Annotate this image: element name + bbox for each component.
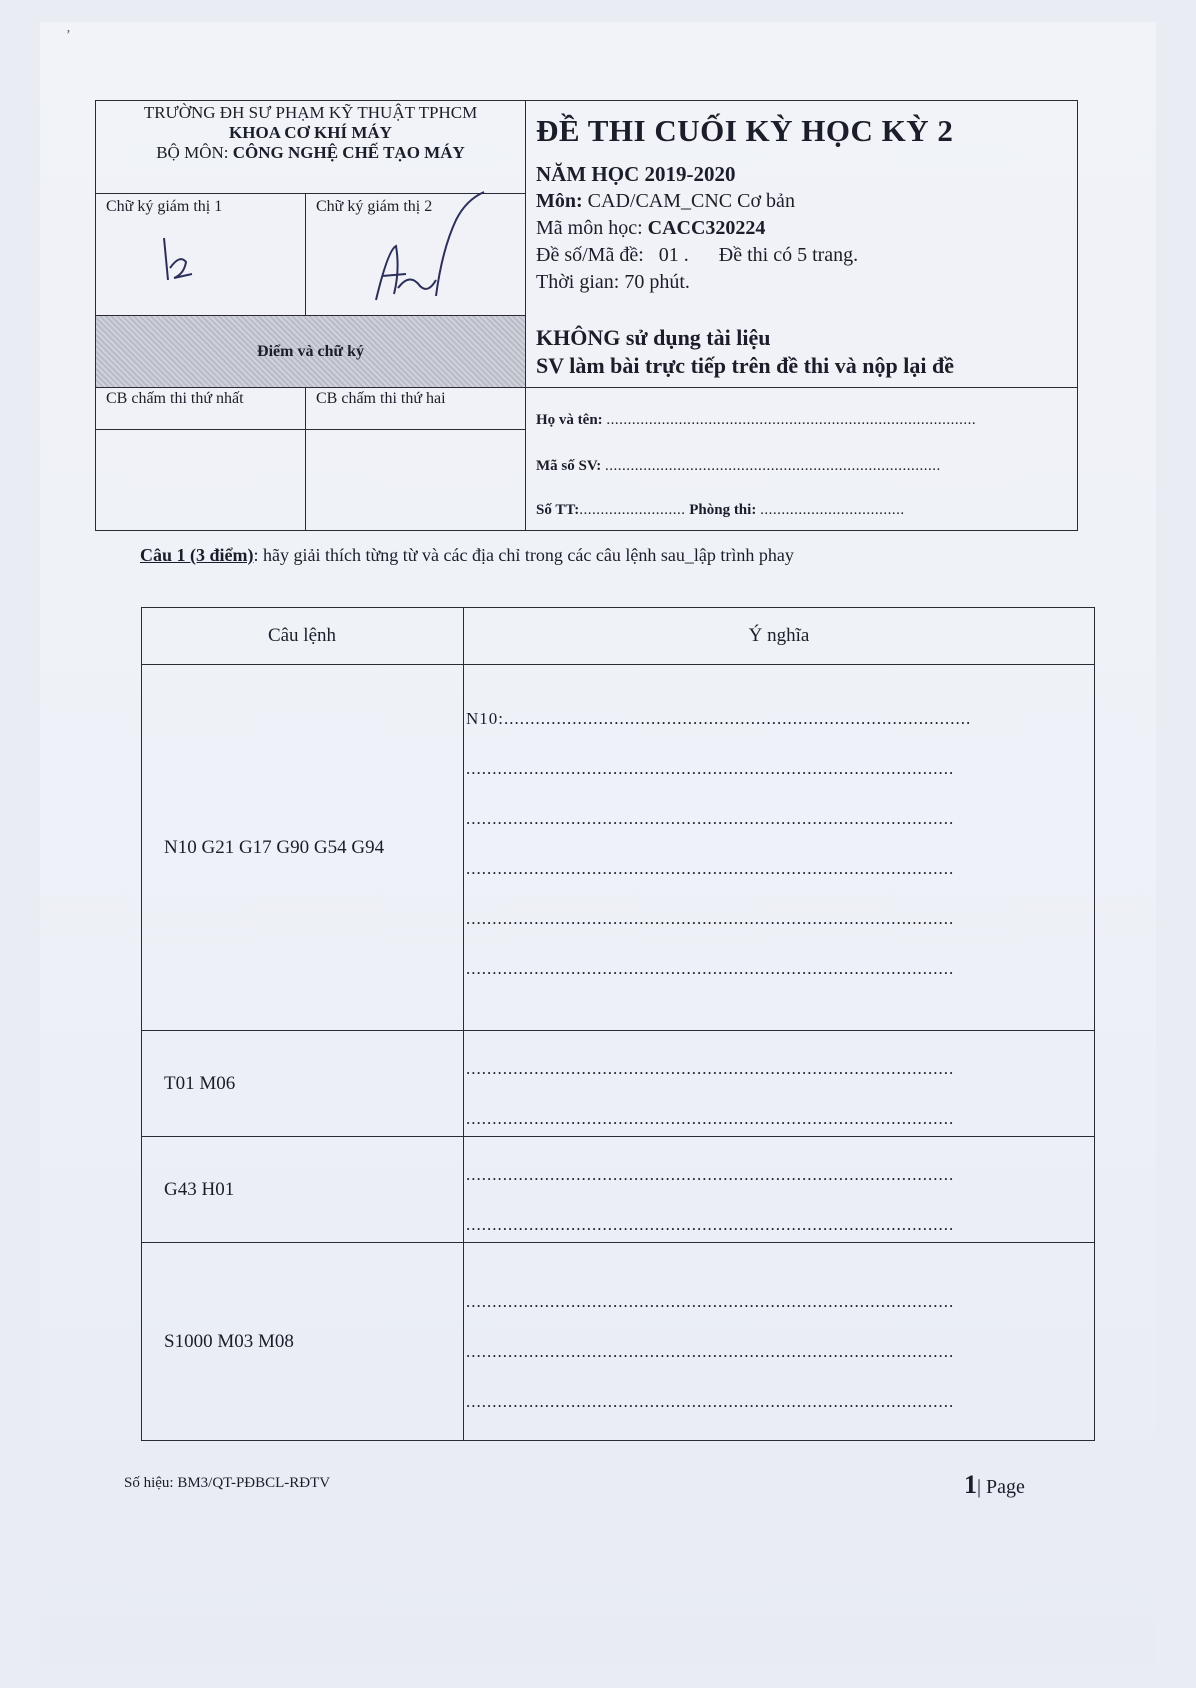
answer-line: .............................................................................................: [466, 1058, 955, 1078]
table-row: [142, 1137, 1095, 1243]
answer-table-header: [142, 608, 1095, 665]
page-label: | Page: [977, 1476, 1025, 1498]
form-code: Số hiệu: BM3/QT-PĐBCL-RĐTV: [124, 1475, 331, 1491]
exam-title: ĐỀ THI CUỐI KỲ HỌC KỲ 2: [536, 113, 954, 148]
rule-no-materials: KHÔNG sử dụng tài liệu: [536, 325, 771, 350]
scan-mark: ʼ: [66, 28, 71, 43]
invigilator1-cell: [96, 194, 306, 315]
command-cell: T01 M06: [142, 1031, 464, 1137]
grader2-signature-box: [306, 430, 524, 530]
header-left-panel: [96, 101, 526, 530]
department-prefix: BỘ MÔN:: [156, 143, 229, 162]
department-name: [96, 143, 525, 163]
score-and-signature-label: Điểm và chữ ký: [96, 315, 525, 387]
invigilator1-signature: [156, 228, 216, 288]
command-cell: G43 H01: [142, 1137, 464, 1243]
student-id-field[interactable]: ...............................................................................: [605, 458, 941, 474]
table-row: [142, 1031, 1095, 1137]
invigilator2-signature: [366, 190, 506, 310]
student-name-field[interactable]: .......................................................................................: [606, 412, 977, 428]
command-cell: N10 G21 G17 G90 G54 G94: [142, 665, 464, 1031]
page-number: 1: [964, 1470, 977, 1499]
answer-line: .............................................................................................: [466, 1164, 955, 1184]
student-name-label: Họ và tên:: [536, 412, 603, 428]
answer-line: .............................................................................................: [466, 808, 955, 828]
grader1-label: CB chấm thi thứ nhất: [106, 390, 244, 407]
exam-rules: [536, 324, 954, 380]
table-row: [142, 1243, 1095, 1441]
rule-submit: SV làm bài trực tiếp trên đề thi và nộp lại đề: [536, 353, 954, 378]
faculty-name: KHOA CƠ KHÍ MÁY: [229, 123, 392, 142]
exam-info: [536, 161, 858, 296]
student-no-label: Số TT:: [536, 502, 580, 518]
header-right-panel: [526, 101, 1077, 530]
student-id-line: [536, 458, 941, 475]
command-cell: S1000 M03 M08: [142, 1243, 464, 1441]
grader-labels: [96, 387, 525, 429]
school-name: TRƯỜNG ĐH SƯ PHẠM KỸ THUẬT TPHCM: [143, 103, 478, 122]
grader1-signature-box: [96, 430, 306, 530]
exam-room-label: Phòng thi:: [689, 502, 757, 518]
invigilator2-label: Chữ ký giám thị 2: [316, 198, 433, 215]
academic-year: NĂM HỌC 2019-2020: [536, 162, 736, 186]
answer-line: .............................................................................................: [466, 908, 955, 928]
answer-line: .............................................................................................: [466, 958, 955, 978]
answer-line: .............................................................................................: [466, 1214, 955, 1234]
department-title: CÔNG NGHỆ CHẾ TẠO MÁY: [232, 143, 465, 162]
exam-room-field[interactable]: ..................................: [760, 502, 905, 518]
invigilator1-label: Chữ ký giám thị 1: [106, 198, 223, 215]
answer-line: .............................................................................................: [466, 1341, 955, 1361]
answer-prefix: N10:: [466, 708, 504, 728]
student-no-field[interactable]: .........................: [579, 502, 686, 518]
grader2-cell: [306, 388, 524, 429]
code-value: CACC320224: [647, 217, 766, 239]
answer-line: N10:.........................................................................................: [466, 708, 972, 728]
answer-line: .............................................................................................: [466, 1108, 955, 1128]
duration-line: Thời gian: 70 phút.: [536, 271, 690, 293]
question-label: Câu 1 (3 điểm): [140, 545, 254, 565]
grader-signature-space: [96, 429, 525, 530]
student-info: [526, 387, 1077, 530]
invigilator2-cell: [306, 194, 524, 315]
student-seat-line: [536, 502, 905, 519]
subject-line: [536, 188, 858, 215]
student-id-label: Mã số SV:: [536, 458, 602, 474]
question-1: [140, 545, 794, 566]
meaning-answer-area[interactable]: [464, 1243, 1095, 1441]
subject-label: Môn:: [536, 190, 583, 212]
subject-value: CAD/CAM_CNC Cơ bản: [587, 190, 795, 212]
exam-header: [95, 100, 1078, 531]
grader1-cell: [96, 388, 306, 429]
meaning-answer-area[interactable]: [464, 1031, 1095, 1137]
table-row: [142, 665, 1095, 1031]
meaning-answer-area[interactable]: [464, 665, 1095, 1031]
answer-line: .............................................................................................: [466, 1391, 955, 1411]
answer-line: .............................................................................................: [466, 1291, 955, 1311]
student-name-line: [536, 412, 976, 429]
page-indicator: [964, 1470, 1025, 1500]
meaning-answer-area[interactable]: [464, 1137, 1095, 1243]
code-line: [536, 215, 858, 242]
column-header-meaning: Ý nghĩa: [464, 608, 1095, 665]
school-info: [96, 101, 525, 193]
answer-line: .............................................................................................: [466, 858, 955, 878]
code-label: Mã môn học:: [536, 217, 643, 239]
exam-number-line: Đề số/Mã đề: 01 . Đề thi có 5 trang.: [536, 244, 859, 266]
answer-table: [141, 607, 1095, 1441]
invigilator-signatures: [96, 193, 525, 315]
grader2-label: CB chấm thi thứ hai: [316, 390, 446, 407]
question-text: : hãy giải thích từng từ và các địa chỉ trong các câu lệnh sau_lập trình phay: [253, 545, 794, 565]
column-header-command: Câu lệnh: [142, 608, 464, 665]
answer-line: .............................................................................................: [466, 758, 955, 778]
